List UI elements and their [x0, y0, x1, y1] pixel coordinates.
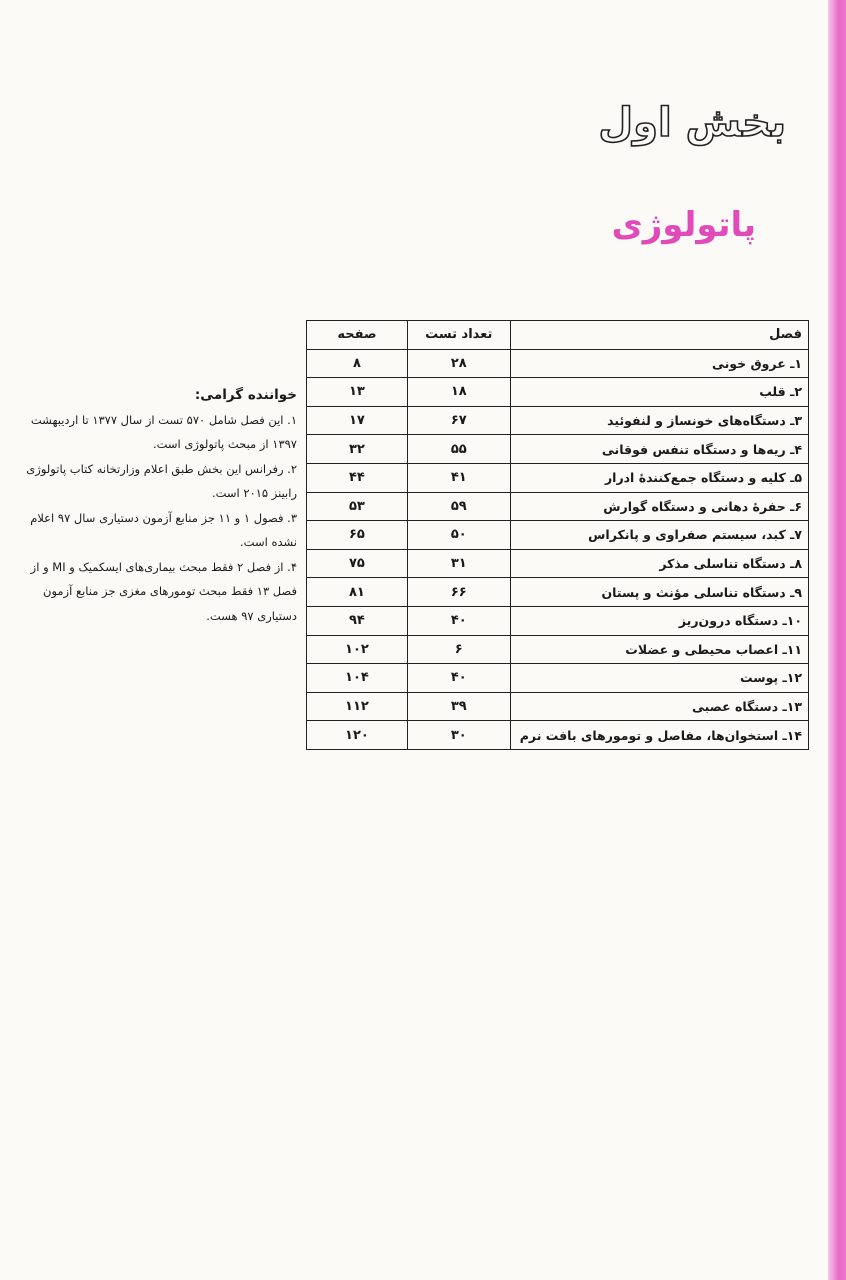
cell-chapter: ۱۳ـ دستگاه عصبی	[510, 692, 808, 721]
chapters-table	[306, 320, 809, 750]
cell-chapter: ۲ـ قلب	[510, 378, 808, 407]
table-row	[307, 664, 809, 693]
cell-page: ۱۱۲	[307, 692, 408, 721]
cell-page: ۱۲۰	[307, 721, 408, 750]
cell-count: ۳۹	[407, 692, 510, 721]
cell-count: ۴۰	[407, 606, 510, 635]
table-row	[307, 721, 809, 750]
cell-count: ۱۸	[407, 378, 510, 407]
cell-page: ۴۴	[307, 463, 408, 492]
table-row	[307, 378, 809, 407]
table-row	[307, 578, 809, 607]
cell-page: ۱۷	[307, 406, 408, 435]
page-edge-stripe	[828, 0, 846, 1280]
cell-count: ۶	[407, 635, 510, 664]
table-row	[307, 549, 809, 578]
reader-notes	[5, 383, 297, 628]
table-row	[307, 463, 809, 492]
table-row	[307, 606, 809, 635]
cell-chapter: ۱۱ـ اعصاب محیطی و عضلات	[510, 635, 808, 664]
cell-page: ۱۳	[307, 378, 408, 407]
section-title: بخش اول	[598, 100, 786, 146]
cell-chapter: ۷ـ کبد، سیستم صفراوی و پانکراس	[510, 521, 808, 550]
cell-page: ۹۴	[307, 606, 408, 635]
table-row	[307, 406, 809, 435]
header-page: صفحه	[307, 321, 408, 350]
cell-chapter: ۹ـ دستگاه تناسلی مؤنث و پستان	[510, 578, 808, 607]
cell-chapter: ۸ـ دستگاه تناسلی مذکر	[510, 549, 808, 578]
table-row	[307, 349, 809, 378]
table-row	[307, 492, 809, 521]
cell-page: ۷۵	[307, 549, 408, 578]
table-row	[307, 692, 809, 721]
cell-chapter: ۴ـ ریه‌ها و دستگاه تنفس فوقانی	[510, 435, 808, 464]
notes-title: خواننده گرامی:	[194, 387, 297, 403]
table-row	[307, 435, 809, 464]
cell-page: ۱۰۲	[307, 635, 408, 664]
cell-chapter: ۱ـ عروق خونی	[510, 349, 808, 378]
cell-count: ۵۹	[407, 492, 510, 521]
table-row	[307, 521, 809, 550]
note-item: ۲. رفرانس این بخش طبق اعلام وزارتخانه کتاب پاتولوژی رابینز ۲۰۱۵ است.	[26, 461, 297, 500]
cell-chapter: ۵ـ کلیه و دستگاه جمع‌کنندهٔ ادرار	[510, 463, 808, 492]
cell-count: ۵۰	[407, 521, 510, 550]
cell-page: ۵۳	[307, 492, 408, 521]
header-count: تعداد تست	[407, 321, 510, 350]
cell-page: ۱۰۴	[307, 664, 408, 693]
cell-count: ۴۱	[407, 463, 510, 492]
cell-chapter: ۶ـ حفرهٔ دهانی و دستگاه گوارش	[510, 492, 808, 521]
table-body	[307, 349, 809, 749]
cell-count: ۲۸	[407, 349, 510, 378]
header-chapter: فصل	[510, 321, 808, 350]
table-row	[307, 635, 809, 664]
cell-count: ۳۰	[407, 721, 510, 750]
chapter-title: پاتولوژی	[611, 205, 756, 245]
table-header-row	[307, 321, 809, 350]
cell-page: ۳۲	[307, 435, 408, 464]
cell-page: ۶۵	[307, 521, 408, 550]
cell-count: ۶۶	[407, 578, 510, 607]
cell-page: ۸	[307, 349, 408, 378]
cell-chapter: ۱۴ـ استخوان‌ها، مفاصل و تومورهای بافت نرم	[510, 721, 808, 750]
cell-count: ۶۷	[407, 406, 510, 435]
note-item: ۴. از فصل ۲ فقط مبحث بیماری‌های ایسکمیک و MI و از فصل ۱۳ فقط مبحث تومورهای مغزی جز منابع آزمون دستیاری ۹۷ هست.	[30, 559, 297, 623]
cell-chapter: ۱۲ـ پوست	[510, 664, 808, 693]
note-item: ۱. این فصل شامل ۵۷۰ تست از سال ۱۳۷۷ تا اردیبهشت ۱۳۹۷ از مبحث پاتولوژی است.	[30, 412, 297, 451]
cell-chapter: ۳ـ دستگاه‌های خونساز و لنفوئید	[510, 406, 808, 435]
cell-count: ۴۰	[407, 664, 510, 693]
note-item: ۳. فصول ۱ و ۱۱ جز منابع آزمون دستیاری سال ۹۷ اعلام نشده است.	[30, 510, 297, 549]
cell-chapter: ۱۰ـ دستگاه درون‌ریز	[510, 606, 808, 635]
cell-page: ۸۱	[307, 578, 408, 607]
cell-count: ۵۵	[407, 435, 510, 464]
cell-count: ۳۱	[407, 549, 510, 578]
